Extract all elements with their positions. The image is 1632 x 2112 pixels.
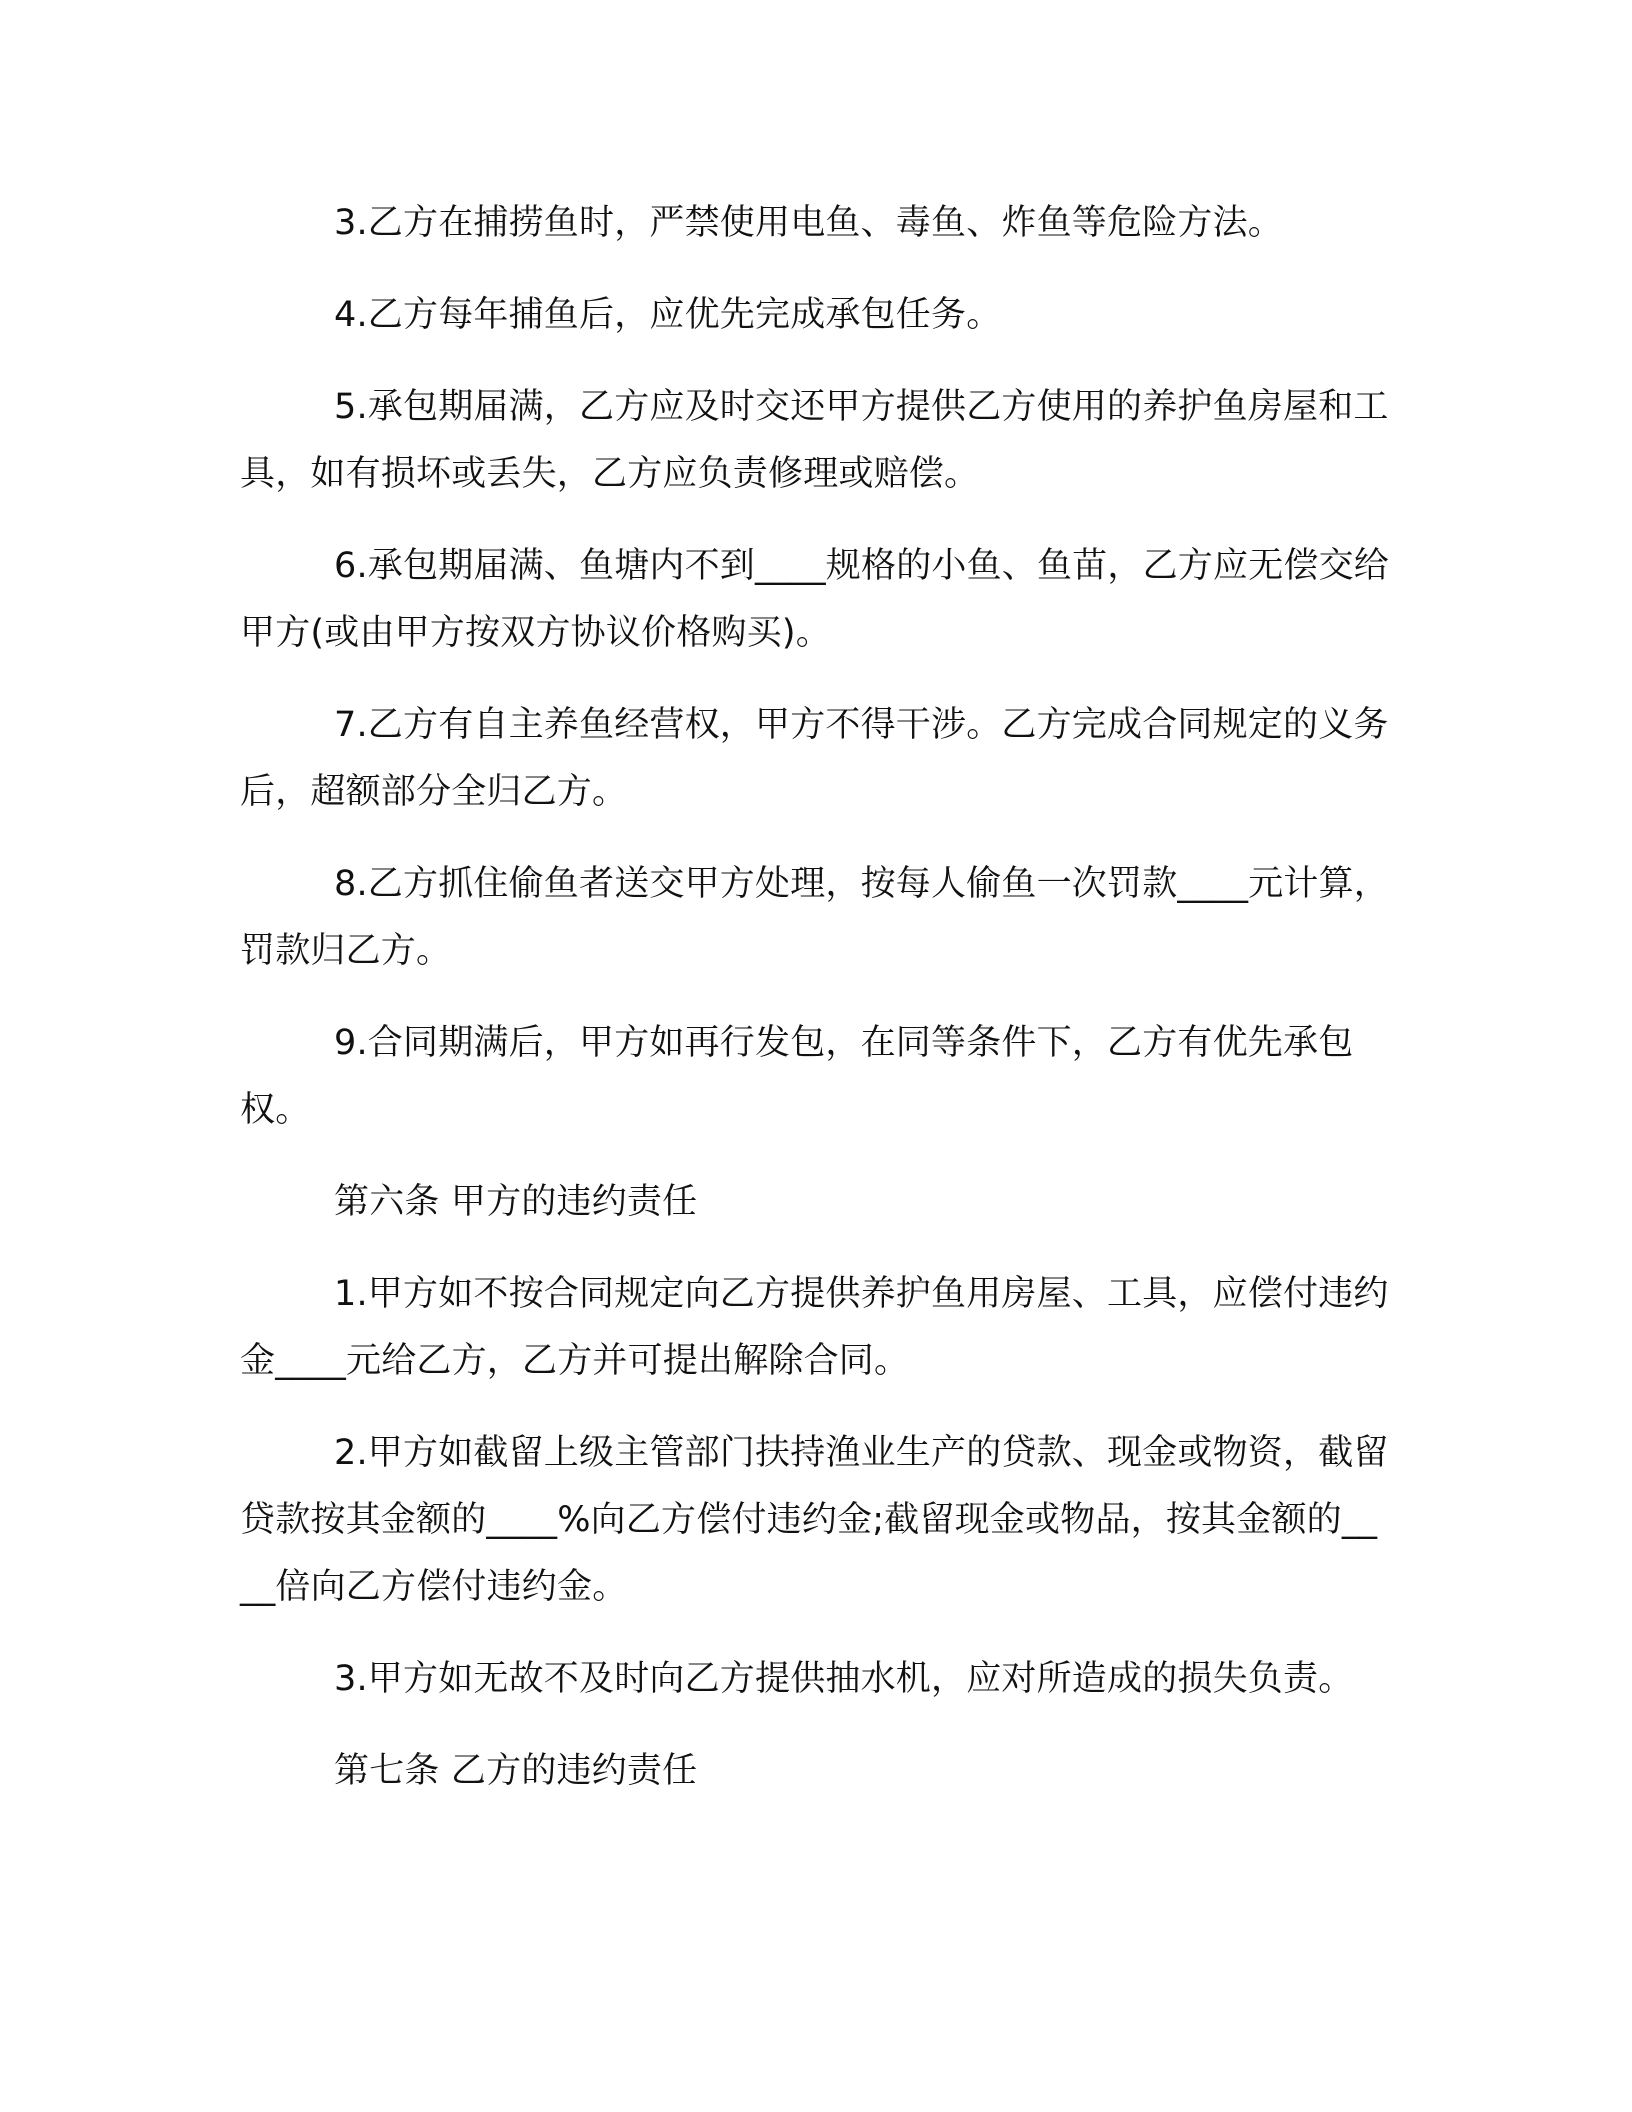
- clause-item-5: 5.承包期届满，乙方应及时交还甲方提供乙方使用的养护鱼房屋和工具，如有损坏或丢失，乙方应负责修理或赔偿。: [240, 387, 1389, 494]
- clause-item-4: 4.乙方每年捕鱼后，应优先完成承包任务。: [334, 295, 1002, 335]
- clause-item-6: 6.承包期届满、鱼塘内不到____规格的小鱼、鱼苗，乙方应无偿交给甲方(或由甲方按双方协议价格购买)。: [240, 546, 1389, 653]
- article-6-heading: 第六条 甲方的违约责任: [334, 1182, 698, 1222]
- article-6-item-2: 2.甲方如截留上级主管部门扶持渔业生产的贷款、现金或物资，截留贷款按其金额的____%向乙方偿付违约金;截留现金或物品，按其金额的____倍向乙方偿付违约金。: [240, 1433, 1389, 1607]
- clause-item-7: 7.乙方有自主养鱼经营权，甲方不得干涉。乙方完成合同规定的义务后，超额部分全归乙方。: [240, 705, 1389, 812]
- clause-item-3: 3.乙方在捕捞鱼时，严禁使用电鱼、毒鱼、炸鱼等危险方法。: [334, 203, 1283, 243]
- clause-item-8: 8.乙方抓住偷鱼者送交甲方处理，按每人偷鱼一次罚款____元计算，罚款归乙方。: [240, 864, 1389, 971]
- clause-item-9: 9.合同期满后，甲方如再行发包，在同等条件下，乙方有优先承包权。: [240, 1023, 1354, 1130]
- article-6-item-1: 1.甲方如不按合同规定向乙方提供养护鱼用房屋、工具，应偿付违约金____元给乙方，乙方并可提出解除合同。: [240, 1274, 1389, 1381]
- article-6-item-3: 3.甲方如无故不及时向乙方提供抽水机，应对所造成的损失负责。: [334, 1659, 1354, 1699]
- article-7-heading: 第七条 乙方的违约责任: [334, 1751, 698, 1791]
- document-body: [240, 190, 1390, 1830]
